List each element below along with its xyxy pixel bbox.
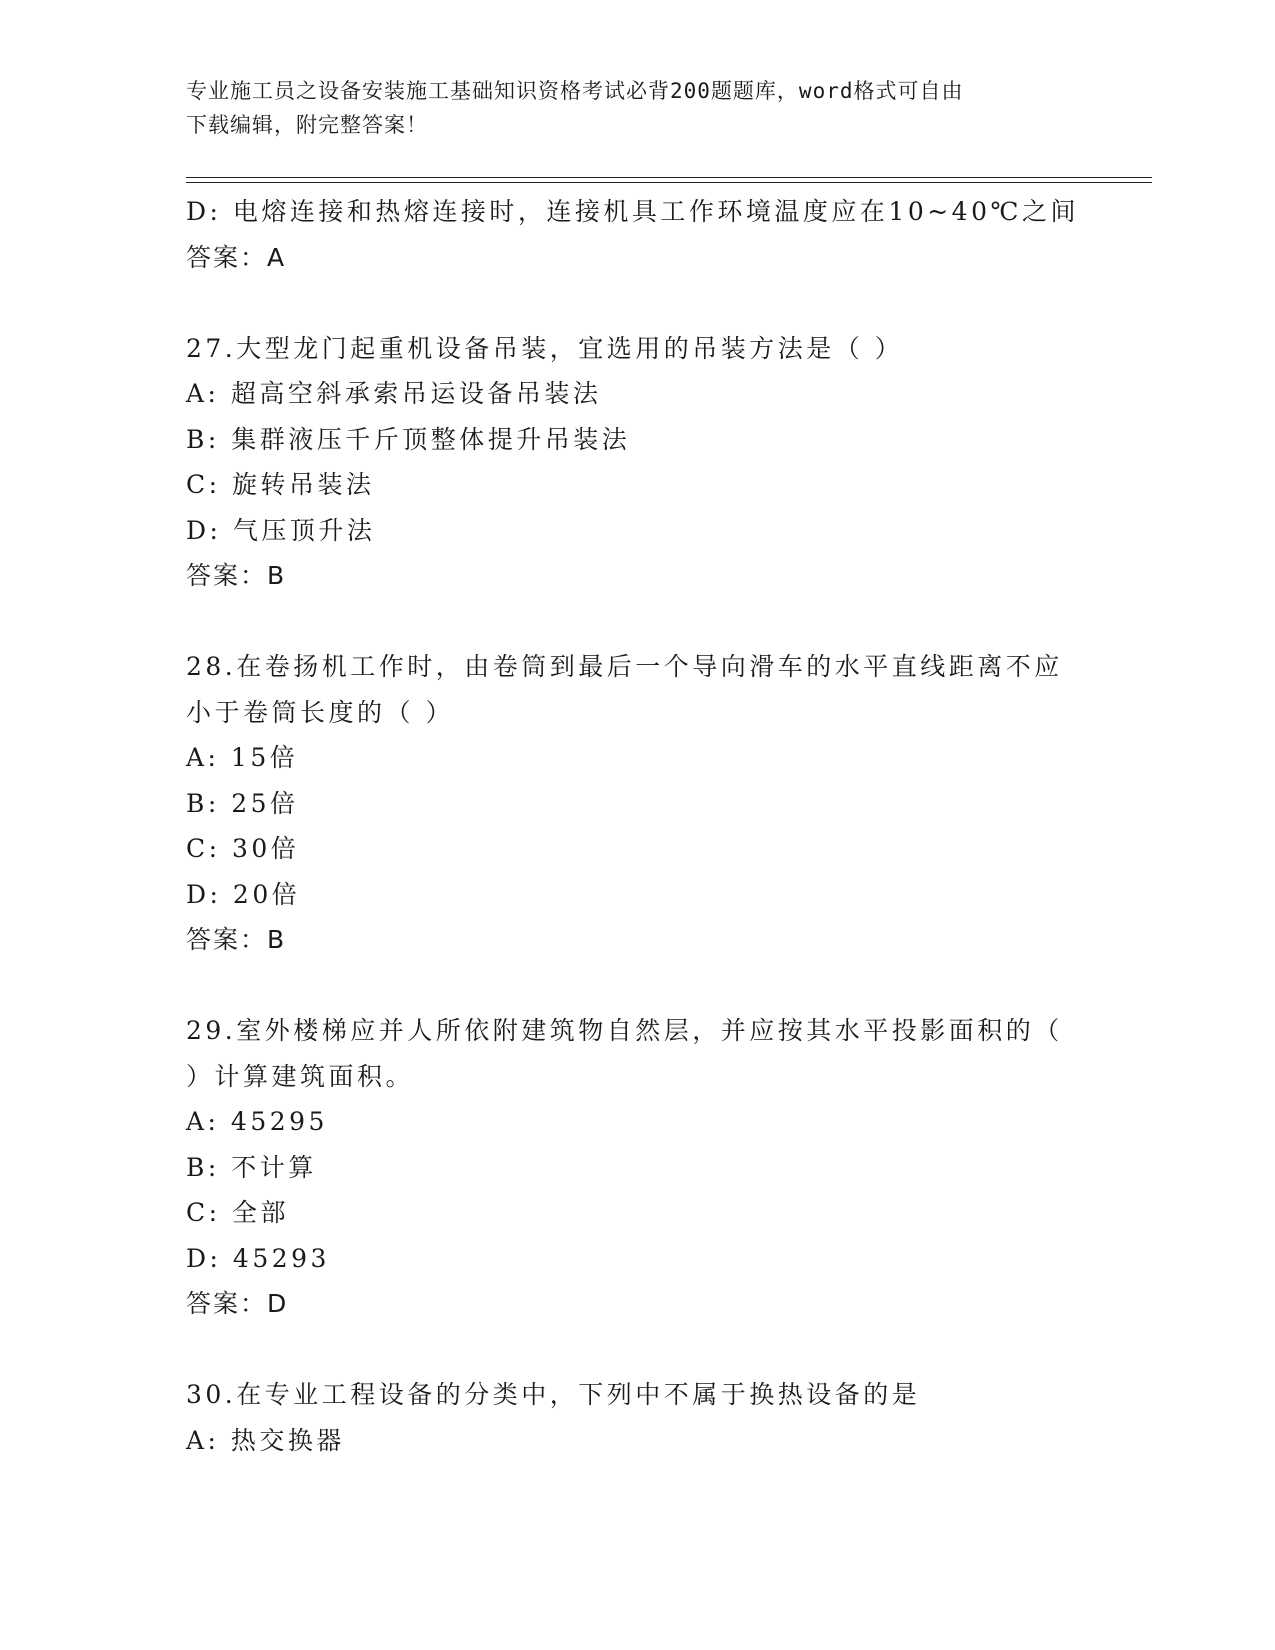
question-30-stem: 30.在专业工程设备的分类中，下列中不属于换热设备的是 [186,1380,921,1409]
question-28-answer: 答案：B [186,925,287,954]
question-28-option-b: B: 25倍 [186,788,299,818]
prev-option-d: D: 电熔连接和热熔连接时，连接机具工作环境温度应在10~40℃之间 [186,197,1079,226]
question-30-option-a: A: 热交换器 [186,1425,345,1455]
header-line-2: 下载编辑，附完整答案！ [186,113,428,137]
header-line-1: 专业施工员之设备安装施工基础知识资格考试必背200题题库，word格式可自由 [186,79,964,103]
question-29-option-d: D: 45293 [186,1243,330,1273]
question-content [186,189,1086,1463]
header-rule-top [186,177,1152,178]
question-28-stem-line-2: 小于卷筒长度的（ ） [186,697,454,727]
question-29-answer: 答案：D [186,1289,289,1318]
question-28-option-d: D: 20倍 [186,879,301,909]
question-27-option-b: B: 集群液压千斤顶整体提升吊装法 [186,424,631,454]
question-29-option-a: A: 45295 [186,1107,328,1136]
document-header [186,74,1066,142]
question-28-option-a: A: 15倍 [186,743,299,772]
question-27-option-a: A: 超高空斜承索吊运设备吊装法 [186,379,602,408]
question-29-option-b: B: 不计算 [186,1152,317,1182]
question-27-stem: 27.大型龙门起重机设备吊装，宜选用的吊装方法是（ ） [186,333,904,363]
question-29-stem-line-2: ）计算建筑面积。 [186,1061,415,1091]
spacer [186,1327,1086,1373]
question-27-answer: 答案：B [186,561,287,590]
question-28-stem-line-1: 28.在卷扬机工作时，由卷筒到最后一个导向滑车的水平直线距离不应 [186,652,1063,681]
question-29-option-c: C: 全部 [186,1198,289,1227]
question-27-option-d: D: 气压顶升法 [186,515,376,545]
prev-answer: 答案：A [186,242,287,272]
spacer [186,963,1086,1009]
question-28-option-c: C: 30倍 [186,834,300,863]
question-29-stem-line-1: 29.室外楼梯应并人所依附建筑物自然层，并应按其水平投影面积的（ [186,1016,1063,1045]
spacer [186,280,1086,326]
spacer [186,599,1086,645]
header-rule-bottom [186,182,1152,183]
question-27-option-c: C: 旋转吊装法 [186,470,375,499]
